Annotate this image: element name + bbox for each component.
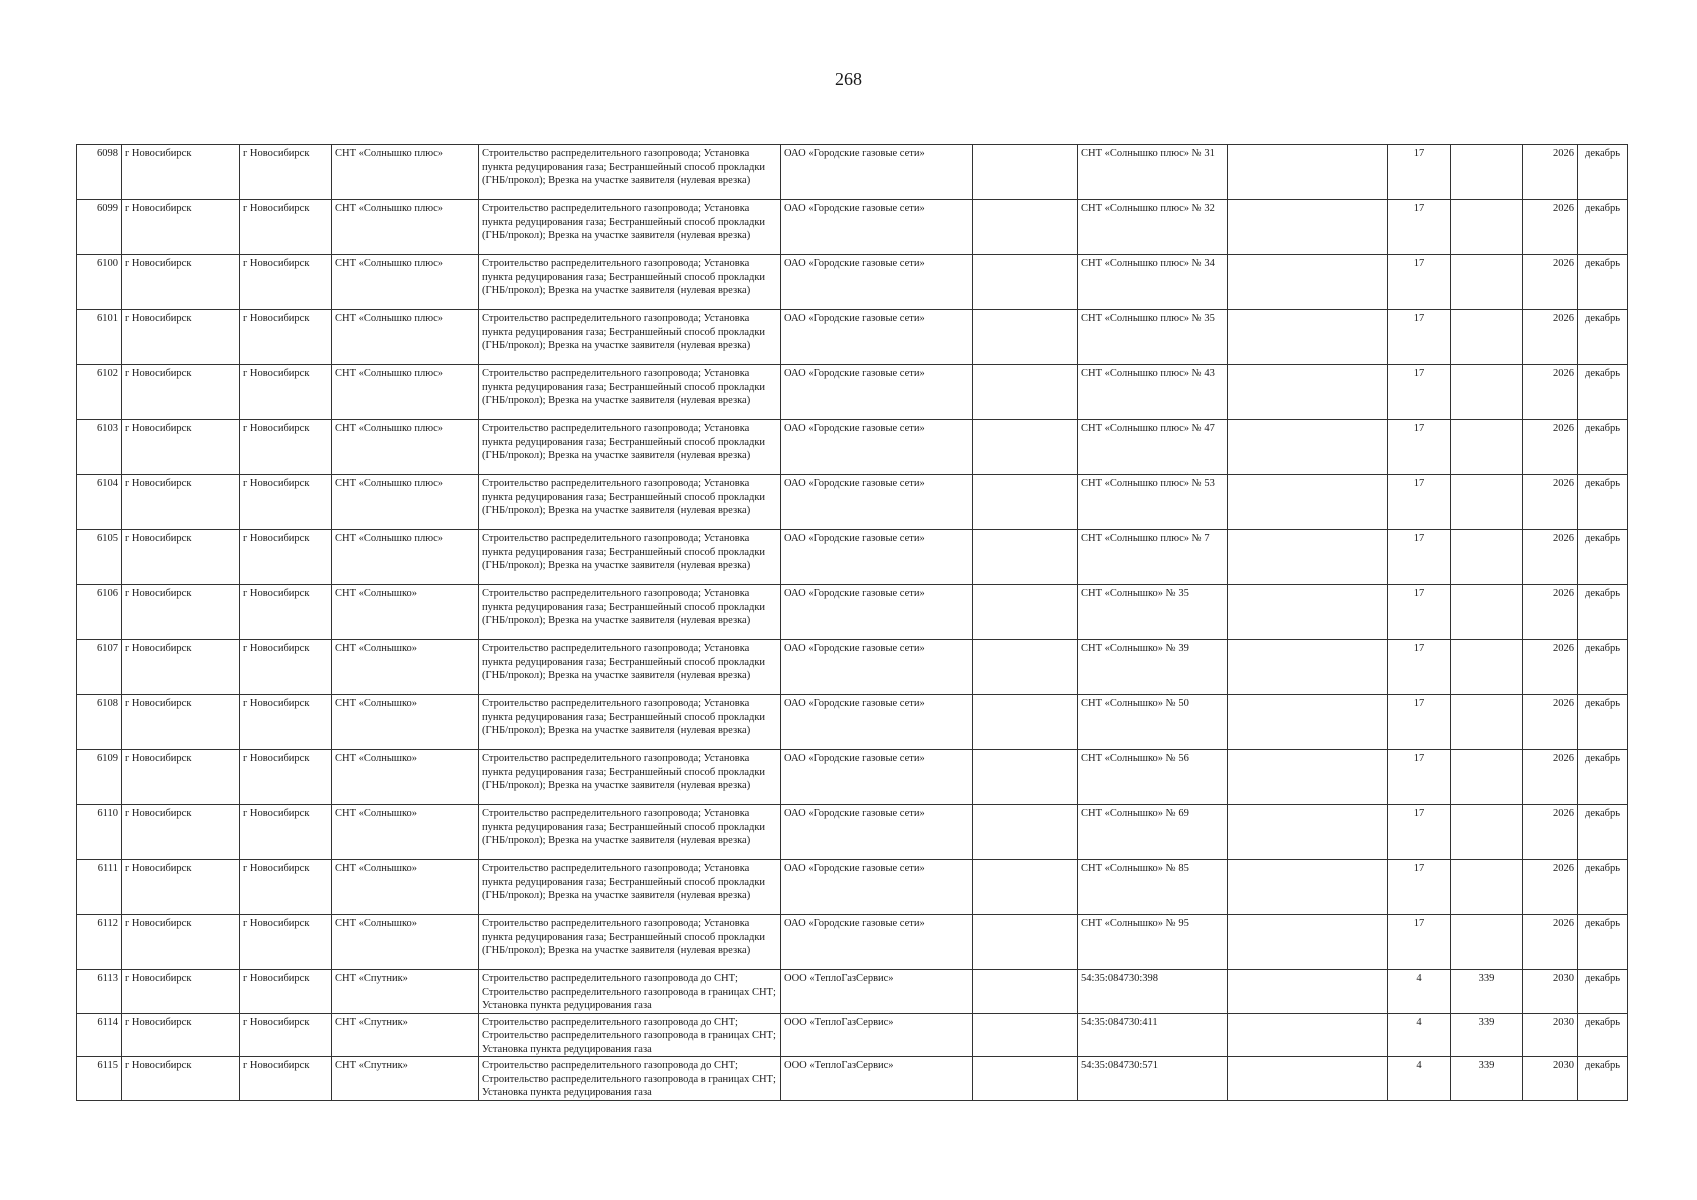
cell-empty (1228, 1013, 1388, 1057)
table-row (77, 255, 1628, 310)
cell-works: Строительство распределительного газопровода; Установка пункта редуцирования газа; Бестраншейный способ прокладки (ГНБ/прокол); Врезка на участке заявителя (нулевая врезка) (479, 915, 781, 970)
cell-month: декабрь (1578, 915, 1628, 970)
cell-number: 6114 (77, 1013, 122, 1057)
cell-object: СНТ «Солнышко плюс» (332, 530, 479, 585)
cell-works: Строительство распределительного газопровода; Установка пункта редуцирования газа; Бестраншейный способ прокладки (ГНБ/прокол); Врезка на участке заявителя (нулевая врезка) (479, 475, 781, 530)
cell-length (1451, 915, 1523, 970)
cell-length (1451, 750, 1523, 805)
cell-count: 17 (1388, 145, 1451, 200)
cell-empty (973, 860, 1078, 915)
cell-month: декабрь (1578, 585, 1628, 640)
cell-number: 6101 (77, 310, 122, 365)
cell-empty (1228, 695, 1388, 750)
cell-object: СНТ «Солнышко» (332, 915, 479, 970)
table-row (77, 860, 1628, 915)
cell-settlement: г Новосибирск (240, 365, 332, 420)
cell-month: декабрь (1578, 750, 1628, 805)
cell-empty (1228, 255, 1388, 310)
cell-year: 2026 (1523, 860, 1578, 915)
cell-municipality: г Новосибирск (122, 695, 240, 750)
cell-length: 339 (1451, 1013, 1523, 1057)
cell-length (1451, 860, 1523, 915)
cell-address: 54:35:084730:571 (1078, 1057, 1228, 1101)
cell-settlement: г Новосибирск (240, 1057, 332, 1101)
cell-works: Строительство распределительного газопровода; Установка пункта редуцирования газа; Бестраншейный способ прокладки (ГНБ/прокол); Врезка на участке заявителя (нулевая врезка) (479, 200, 781, 255)
cell-month: декабрь (1578, 1057, 1628, 1101)
cell-object: СНТ «Солнышко плюс» (332, 145, 479, 200)
cell-empty (973, 420, 1078, 475)
cell-operator: ООО «ТеплоГазСервис» (781, 1013, 973, 1057)
cell-count: 17 (1388, 695, 1451, 750)
cell-year: 2026 (1523, 915, 1578, 970)
cell-municipality: г Новосибирск (122, 1057, 240, 1101)
cell-year: 2030 (1523, 1013, 1578, 1057)
cell-municipality: г Новосибирск (122, 1013, 240, 1057)
cell-works: Строительство распределительного газопровода; Установка пункта редуцирования газа; Бестраншейный способ прокладки (ГНБ/прокол); Врезка на участке заявителя (нулевая врезка) (479, 145, 781, 200)
cell-operator: ООО «ТеплоГазСервис» (781, 970, 973, 1014)
cell-municipality: г Новосибирск (122, 200, 240, 255)
cell-number: 6099 (77, 200, 122, 255)
cell-number: 6100 (77, 255, 122, 310)
cell-empty (1228, 1057, 1388, 1101)
cell-settlement: г Новосибирск (240, 695, 332, 750)
cell-works: Строительство распределительного газопровода; Установка пункта редуцирования газа; Бестраншейный способ прокладки (ГНБ/прокол); Врезка на участке заявителя (нулевая врезка) (479, 420, 781, 475)
cell-operator: ОАО «Городские газовые сети» (781, 860, 973, 915)
cell-operator: ОАО «Городские газовые сети» (781, 200, 973, 255)
cell-empty (1228, 915, 1388, 970)
cell-operator: ОАО «Городские газовые сети» (781, 915, 973, 970)
cell-settlement: г Новосибирск (240, 640, 332, 695)
cell-operator: ОАО «Городские газовые сети» (781, 310, 973, 365)
cell-empty (1228, 640, 1388, 695)
table-row (77, 530, 1628, 585)
cell-empty (973, 1013, 1078, 1057)
cell-number: 6104 (77, 475, 122, 530)
cell-count: 4 (1388, 970, 1451, 1014)
cell-month: декабрь (1578, 805, 1628, 860)
cell-number: 6109 (77, 750, 122, 805)
cell-empty (1228, 970, 1388, 1014)
cell-settlement: г Новосибирск (240, 310, 332, 365)
cell-count: 4 (1388, 1057, 1451, 1101)
cell-municipality: г Новосибирск (122, 255, 240, 310)
cell-object: СНТ «Солнышко» (332, 750, 479, 805)
cell-settlement: г Новосибирск (240, 475, 332, 530)
cell-length (1451, 310, 1523, 365)
cell-operator: ОАО «Городские газовые сети» (781, 640, 973, 695)
cell-length (1451, 420, 1523, 475)
cell-length: 339 (1451, 970, 1523, 1014)
cell-number: 6102 (77, 365, 122, 420)
cell-number: 6111 (77, 860, 122, 915)
cell-empty (1228, 530, 1388, 585)
cell-municipality: г Новосибирск (122, 970, 240, 1014)
cell-empty (973, 970, 1078, 1014)
cell-empty (1228, 365, 1388, 420)
cell-month: декабрь (1578, 860, 1628, 915)
cell-month: декабрь (1578, 365, 1628, 420)
table-row (77, 420, 1628, 475)
cell-year: 2026 (1523, 695, 1578, 750)
cell-number: 6098 (77, 145, 122, 200)
cell-month: декабрь (1578, 970, 1628, 1014)
cell-operator: ОАО «Городские газовые сети» (781, 750, 973, 805)
cell-settlement: г Новосибирск (240, 145, 332, 200)
cell-number: 6107 (77, 640, 122, 695)
cell-month: декабрь (1578, 640, 1628, 695)
cell-year: 2026 (1523, 255, 1578, 310)
cell-year: 2026 (1523, 530, 1578, 585)
cell-municipality: г Новосибирск (122, 585, 240, 640)
cell-number: 6108 (77, 695, 122, 750)
cell-number: 6112 (77, 915, 122, 970)
table-body (77, 145, 1628, 1101)
cell-count: 4 (1388, 1013, 1451, 1057)
table-row (77, 310, 1628, 365)
cell-empty (1228, 420, 1388, 475)
gasification-register-table (76, 144, 1628, 1101)
cell-settlement: г Новосибирск (240, 915, 332, 970)
page-number: 268 (835, 69, 862, 89)
table-row (77, 145, 1628, 200)
cell-count: 17 (1388, 310, 1451, 365)
cell-works: Строительство распределительного газопровода до СНТ; Строительство распределительного газопровода в границах СНТ; Установка пункта редуцирования газа (479, 970, 781, 1014)
table-row (77, 695, 1628, 750)
cell-address: СНТ «Солнышко» № 69 (1078, 805, 1228, 860)
cell-municipality: г Новосибирск (122, 475, 240, 530)
cell-month: декабрь (1578, 530, 1628, 585)
cell-empty (1228, 585, 1388, 640)
cell-address: СНТ «Солнышко плюс» № 34 (1078, 255, 1228, 310)
cell-empty (973, 1057, 1078, 1101)
cell-works: Строительство распределительного газопровода; Установка пункта редуцирования газа; Бестраншейный способ прокладки (ГНБ/прокол); Врезка на участке заявителя (нулевая врезка) (479, 860, 781, 915)
cell-year: 2026 (1523, 200, 1578, 255)
cell-month: декабрь (1578, 475, 1628, 530)
table-row (77, 1013, 1628, 1057)
cell-count: 17 (1388, 915, 1451, 970)
cell-address: СНТ «Солнышко плюс» № 35 (1078, 310, 1228, 365)
table-row (77, 750, 1628, 805)
cell-municipality: г Новосибирск (122, 860, 240, 915)
table-row (77, 1057, 1628, 1101)
cell-length (1451, 585, 1523, 640)
cell-operator: ОАО «Городские газовые сети» (781, 255, 973, 310)
cell-object: СНТ «Спутник» (332, 1057, 479, 1101)
cell-year: 2026 (1523, 585, 1578, 640)
cell-object: СНТ «Спутник» (332, 1013, 479, 1057)
cell-works: Строительство распределительного газопровода до СНТ; Строительство распределительного газопровода в границах СНТ; Установка пункта редуцирования газа (479, 1057, 781, 1101)
cell-address: СНТ «Солнышко» № 50 (1078, 695, 1228, 750)
cell-works: Строительство распределительного газопровода; Установка пункта редуцирования газа; Бестраншейный способ прокладки (ГНБ/прокол); Врезка на участке заявителя (нулевая врезка) (479, 695, 781, 750)
cell-address: СНТ «Солнышко плюс» № 53 (1078, 475, 1228, 530)
cell-settlement: г Новосибирск (240, 805, 332, 860)
cell-address: СНТ «Солнышко плюс» № 47 (1078, 420, 1228, 475)
cell-year: 2026 (1523, 750, 1578, 805)
cell-object: СНТ «Солнышко плюс» (332, 475, 479, 530)
cell-object: СНТ «Солнышко» (332, 585, 479, 640)
cell-settlement: г Новосибирск (240, 1013, 332, 1057)
cell-object: СНТ «Солнышко» (332, 640, 479, 695)
cell-empty (973, 805, 1078, 860)
cell-municipality: г Новосибирск (122, 420, 240, 475)
cell-length (1451, 145, 1523, 200)
cell-address: СНТ «Солнышко» № 39 (1078, 640, 1228, 695)
cell-month: декабрь (1578, 695, 1628, 750)
cell-length (1451, 530, 1523, 585)
cell-empty (1228, 860, 1388, 915)
cell-address: СНТ «Солнышко плюс» № 7 (1078, 530, 1228, 585)
cell-month: декабрь (1578, 200, 1628, 255)
cell-works: Строительство распределительного газопровода; Установка пункта редуцирования газа; Бестраншейный способ прокладки (ГНБ/прокол); Врезка на участке заявителя (нулевая врезка) (479, 750, 781, 805)
cell-empty (973, 310, 1078, 365)
cell-operator: ОАО «Городские газовые сети» (781, 475, 973, 530)
table-row (77, 365, 1628, 420)
cell-length (1451, 365, 1523, 420)
cell-year: 2026 (1523, 420, 1578, 475)
cell-empty (973, 530, 1078, 585)
cell-address: СНТ «Солнышко плюс» № 32 (1078, 200, 1228, 255)
table-row (77, 200, 1628, 255)
cell-municipality: г Новосибирск (122, 145, 240, 200)
cell-empty (1228, 145, 1388, 200)
cell-object: СНТ «Солнышко плюс» (332, 255, 479, 310)
cell-works: Строительство распределительного газопровода; Установка пункта редуцирования газа; Бестраншейный способ прокладки (ГНБ/прокол); Врезка на участке заявителя (нулевая врезка) (479, 310, 781, 365)
cell-month: декабрь (1578, 420, 1628, 475)
cell-empty (973, 915, 1078, 970)
cell-object: СНТ «Солнышко» (332, 860, 479, 915)
cell-object: СНТ «Солнышко плюс» (332, 200, 479, 255)
cell-address: 54:35:084730:398 (1078, 970, 1228, 1014)
cell-count: 17 (1388, 860, 1451, 915)
cell-object: СНТ «Солнышко» (332, 805, 479, 860)
cell-count: 17 (1388, 200, 1451, 255)
cell-address: СНТ «Солнышко» № 85 (1078, 860, 1228, 915)
cell-year: 2026 (1523, 805, 1578, 860)
cell-operator: ОАО «Городские газовые сети» (781, 695, 973, 750)
cell-month: декабрь (1578, 310, 1628, 365)
cell-municipality: г Новосибирск (122, 915, 240, 970)
cell-works: Строительство распределительного газопровода; Установка пункта редуцирования газа; Бестраншейный способ прокладки (ГНБ/прокол); Врезка на участке заявителя (нулевая врезка) (479, 365, 781, 420)
cell-settlement: г Новосибирск (240, 420, 332, 475)
cell-year: 2026 (1523, 640, 1578, 695)
cell-length (1451, 640, 1523, 695)
cell-empty (1228, 805, 1388, 860)
cell-empty (973, 255, 1078, 310)
cell-empty (973, 145, 1078, 200)
cell-municipality: г Новосибирск (122, 750, 240, 805)
cell-operator: ОАО «Городские газовые сети» (781, 145, 973, 200)
cell-works: Строительство распределительного газопровода; Установка пункта редуцирования газа; Бестраншейный способ прокладки (ГНБ/прокол); Врезка на участке заявителя (нулевая врезка) (479, 255, 781, 310)
cell-municipality: г Новосибирск (122, 310, 240, 365)
cell-settlement: г Новосибирск (240, 585, 332, 640)
cell-object: СНТ «Солнышко плюс» (332, 420, 479, 475)
cell-count: 17 (1388, 365, 1451, 420)
cell-address: СНТ «Солнышко» № 95 (1078, 915, 1228, 970)
cell-operator: ОАО «Городские газовые сети» (781, 805, 973, 860)
cell-length (1451, 200, 1523, 255)
table-row (77, 585, 1628, 640)
cell-number: 6113 (77, 970, 122, 1014)
cell-year: 2026 (1523, 310, 1578, 365)
cell-address: СНТ «Солнышко плюс» № 43 (1078, 365, 1228, 420)
cell-year: 2026 (1523, 365, 1578, 420)
cell-settlement: г Новосибирск (240, 970, 332, 1014)
cell-number: 6110 (77, 805, 122, 860)
cell-works: Строительство распределительного газопровода; Установка пункта редуцирования газа; Бестраншейный способ прокладки (ГНБ/прокол); Врезка на участке заявителя (нулевая врезка) (479, 805, 781, 860)
cell-empty (973, 695, 1078, 750)
cell-length: 339 (1451, 1057, 1523, 1101)
cell-year: 2026 (1523, 145, 1578, 200)
cell-month: декабрь (1578, 145, 1628, 200)
cell-settlement: г Новосибирск (240, 750, 332, 805)
cell-operator: ООО «ТеплоГазСервис» (781, 1057, 973, 1101)
cell-municipality: г Новосибирск (122, 640, 240, 695)
cell-empty (973, 475, 1078, 530)
cell-year: 2030 (1523, 970, 1578, 1014)
cell-empty (973, 640, 1078, 695)
cell-settlement: г Новосибирск (240, 530, 332, 585)
table-row (77, 640, 1628, 695)
cell-empty (1228, 475, 1388, 530)
cell-settlement: г Новосибирск (240, 255, 332, 310)
cell-object: СНТ «Солнышко плюс» (332, 365, 479, 420)
cell-operator: ОАО «Городские газовые сети» (781, 585, 973, 640)
cell-empty (973, 585, 1078, 640)
cell-settlement: г Новосибирск (240, 200, 332, 255)
cell-year: 2030 (1523, 1057, 1578, 1101)
cell-empty (973, 200, 1078, 255)
table-row (77, 970, 1628, 1014)
cell-address: СНТ «Солнышко» № 35 (1078, 585, 1228, 640)
cell-works: Строительство распределительного газопровода; Установка пункта редуцирования газа; Бестраншейный способ прокладки (ГНБ/прокол); Врезка на участке заявителя (нулевая врезка) (479, 585, 781, 640)
cell-settlement: г Новосибирск (240, 860, 332, 915)
cell-operator: ОАО «Городские газовые сети» (781, 420, 973, 475)
cell-object: СНТ «Солнышко» (332, 695, 479, 750)
cell-count: 17 (1388, 805, 1451, 860)
cell-operator: ОАО «Городские газовые сети» (781, 365, 973, 420)
cell-empty (973, 365, 1078, 420)
cell-object: СНТ «Спутник» (332, 970, 479, 1014)
cell-count: 17 (1388, 750, 1451, 805)
table-row (77, 805, 1628, 860)
cell-count: 17 (1388, 640, 1451, 695)
cell-month: декабрь (1578, 1013, 1628, 1057)
cell-month: декабрь (1578, 255, 1628, 310)
cell-empty (1228, 750, 1388, 805)
cell-works: Строительство распределительного газопровода; Установка пункта редуцирования газа; Бестраншейный способ прокладки (ГНБ/прокол); Врезка на участке заявителя (нулевая врезка) (479, 530, 781, 585)
cell-count: 17 (1388, 475, 1451, 530)
cell-count: 17 (1388, 585, 1451, 640)
cell-count: 17 (1388, 530, 1451, 585)
cell-length (1451, 475, 1523, 530)
cell-municipality: г Новосибирск (122, 805, 240, 860)
cell-count: 17 (1388, 420, 1451, 475)
cell-municipality: г Новосибирск (122, 365, 240, 420)
cell-year: 2026 (1523, 475, 1578, 530)
cell-length (1451, 255, 1523, 310)
cell-works: Строительство распределительного газопровода до СНТ; Строительство распределительного газопровода в границах СНТ; Установка пункта редуцирования газа (479, 1013, 781, 1057)
cell-address: 54:35:084730:411 (1078, 1013, 1228, 1057)
cell-municipality: г Новосибирск (122, 530, 240, 585)
cell-address: СНТ «Солнышко» № 56 (1078, 750, 1228, 805)
cell-empty (1228, 200, 1388, 255)
table-row (77, 915, 1628, 970)
cell-number: 6106 (77, 585, 122, 640)
cell-length (1451, 805, 1523, 860)
cell-number: 6105 (77, 530, 122, 585)
cell-empty (1228, 310, 1388, 365)
cell-operator: ОАО «Городские газовые сети» (781, 530, 973, 585)
cell-empty (973, 750, 1078, 805)
cell-works: Строительство распределительного газопровода; Установка пункта редуцирования газа; Бестраншейный способ прокладки (ГНБ/прокол); Врезка на участке заявителя (нулевая врезка) (479, 640, 781, 695)
cell-number: 6103 (77, 420, 122, 475)
table-row (77, 475, 1628, 530)
cell-object: СНТ «Солнышко плюс» (332, 310, 479, 365)
cell-number: 6115 (77, 1057, 122, 1101)
cell-length (1451, 695, 1523, 750)
cell-count: 17 (1388, 255, 1451, 310)
cell-address: СНТ «Солнышко плюс» № 31 (1078, 145, 1228, 200)
